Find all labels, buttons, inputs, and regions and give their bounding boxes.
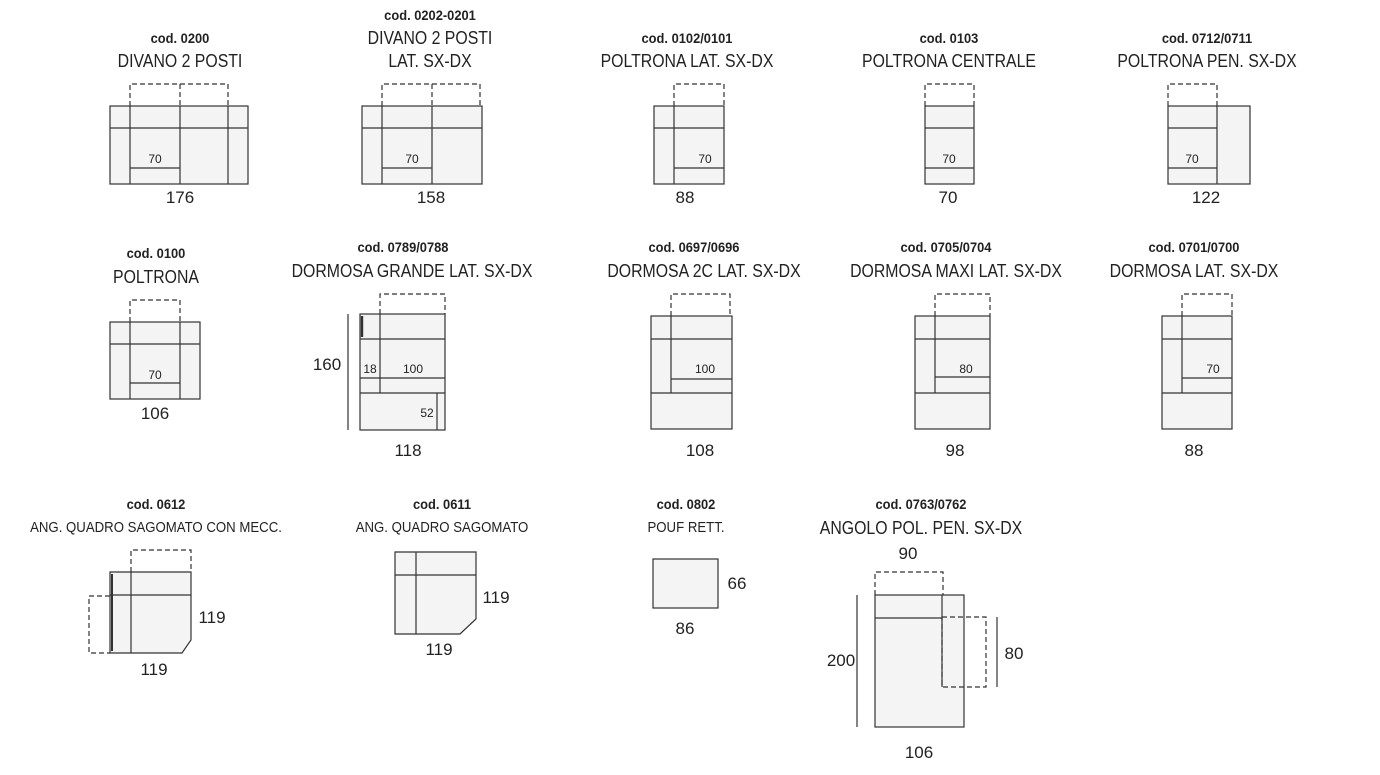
module-0712-shape[interactable]	[1168, 84, 1250, 184]
module-0103-width: 70	[938, 188, 958, 207]
module-0763-width: 106	[904, 743, 934, 762]
module-0611-code: cod. 0611	[412, 496, 471, 512]
module-0200-width: 176	[165, 188, 195, 207]
module-0705-name: DORMOSA MAXI LAT. SX-DX	[850, 261, 1062, 281]
module-0763-name: ANGOLO POL. PEN. SX-DX	[819, 518, 1023, 538]
module-0705-seat: 80	[959, 362, 973, 376]
module-0200-seat: 70	[148, 152, 162, 166]
module-0763-back: 90	[898, 544, 918, 563]
module-0701-seat: 70	[1206, 362, 1220, 376]
module-0100-code: cod. 0100	[126, 245, 186, 261]
module-0202-seat: 70	[405, 152, 419, 166]
module-0612-name: ANG. QUADRO SAGOMATO CON MECC.	[30, 519, 282, 536]
module-0802-depth: 66	[727, 574, 747, 593]
module-0705-code: cod. 0705/0704	[900, 239, 992, 255]
module-0697-seat: 100	[694, 362, 716, 376]
module-0102-code: cod. 0102/0101	[641, 30, 733, 46]
module-0763-depth: 200	[826, 651, 856, 670]
module-0202-shape[interactable]	[362, 84, 482, 184]
module-0697-name: DORMOSA 2C LAT. SX-DX	[607, 261, 801, 281]
module-0611-name: ANG. QUADRO SAGOMATO	[355, 519, 529, 536]
module-0102-seat: 70	[698, 152, 712, 166]
module-0202-name: DIVANO 2 POSTI	[367, 28, 493, 48]
module-0697-code: cod. 0697/0696	[648, 239, 740, 255]
module-0789-seat: 100	[402, 362, 424, 376]
module-0202-width: 158	[416, 188, 446, 207]
module-0789-depth: 160	[312, 355, 342, 374]
module-0802-width: 86	[675, 619, 695, 638]
module-0789-width: 118	[394, 441, 422, 460]
module-0202-name-line2: LAT. SX-DX	[388, 51, 472, 71]
module-0789-name: DORMOSA GRANDE LAT. SX-DX	[291, 261, 533, 281]
module-0701-width: 88	[1184, 441, 1204, 460]
module-0705-width: 98	[945, 441, 965, 460]
module-0612-width: 119	[140, 660, 168, 679]
module-0611-width: 119	[425, 640, 453, 659]
module-0100-shape[interactable]	[110, 300, 200, 399]
module-0102-name: POLTRONA LAT. SX-DX	[600, 51, 774, 71]
module-0103-name: POLTRONA CENTRALE	[862, 51, 1036, 71]
module-0102-width: 88	[675, 188, 695, 207]
module-0789-lower: 52	[420, 406, 434, 420]
module-0712-code: cod. 0712/0711	[1161, 30, 1253, 46]
module-0802-shape[interactable]	[653, 559, 718, 608]
module-0611-shape[interactable]	[395, 552, 476, 634]
module-0100-name: POLTRONA	[113, 267, 199, 287]
module-0701-code: cod. 0701/0700	[1148, 239, 1240, 255]
module-0612-code: cod. 0612	[126, 496, 186, 512]
module-0102-shape[interactable]	[654, 84, 724, 184]
module-0763-shape[interactable]	[857, 572, 997, 727]
module-0701-name: DORMOSA LAT. SX-DX	[1109, 261, 1279, 281]
module-0763-code: cod. 0763/0762	[875, 496, 967, 512]
module-0612-depth: 119	[198, 608, 226, 627]
module-0103-seat: 70	[942, 152, 956, 166]
module-0611-depth: 119	[482, 588, 510, 607]
module-0712-name: POLTRONA PEN. SX-DX	[1117, 51, 1297, 71]
module-0612-shape[interactable]	[89, 550, 191, 653]
module-0712-width: 122	[1191, 188, 1221, 207]
module-0100-width: 106	[140, 404, 170, 423]
module-0103-shape[interactable]	[925, 84, 974, 184]
module-0200-shape[interactable]	[110, 84, 248, 184]
module-0802-code: cod. 0802	[656, 496, 716, 512]
module-0100-seat: 70	[148, 368, 162, 382]
module-0789-arm: 18	[363, 362, 377, 376]
module-0763-side: 80	[1004, 644, 1024, 663]
module-0802-name: POUF RETT.	[647, 519, 725, 536]
module-0712-seat: 70	[1185, 152, 1199, 166]
module-0200-code: cod. 0200	[150, 30, 210, 46]
module-0697-width: 108	[685, 441, 715, 460]
module-0789-code: cod. 0789/0788	[357, 239, 449, 255]
module-0200-name: DIVANO 2 POSTI	[117, 51, 243, 71]
module-0103-code: cod. 0103	[919, 30, 979, 46]
module-0202-code: cod. 0202-0201	[384, 7, 476, 23]
